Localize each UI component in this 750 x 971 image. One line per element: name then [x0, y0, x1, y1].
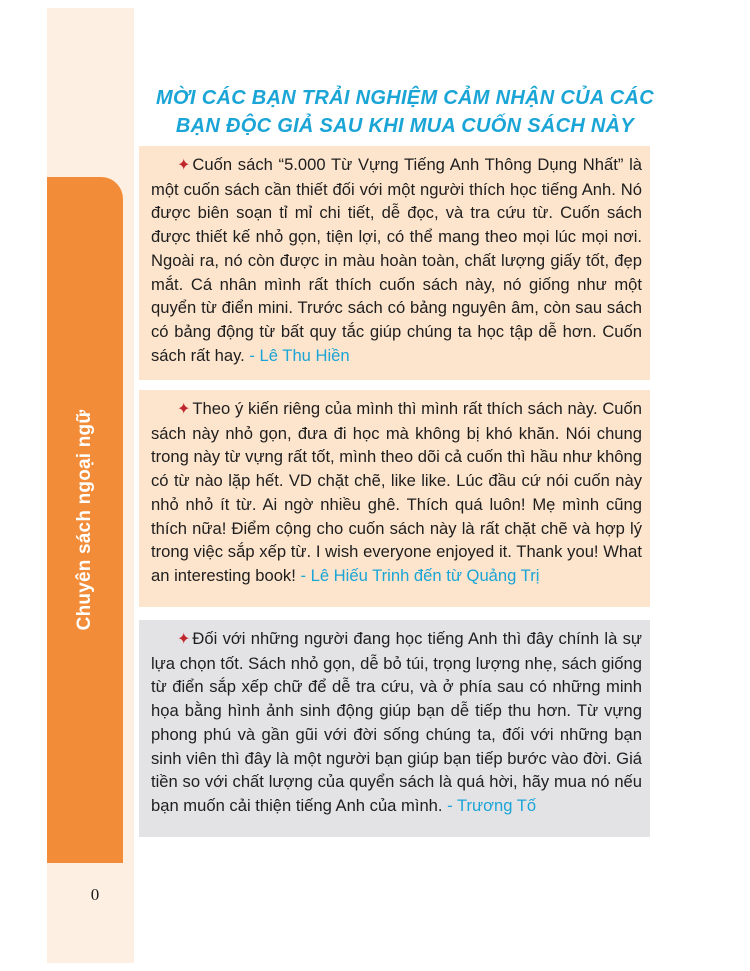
sparkle-star-icon: ✦	[177, 157, 191, 174]
title-line-1: MỜI CÁC BẠN TRẢI NGHIỆM CẢM NHẬN CỦA CÁC	[156, 87, 654, 109]
page-title	[150, 84, 660, 140]
review-author: - Lê Hiếu Trinh đến từ Quảng Trị	[300, 565, 540, 585]
review-box-2	[139, 390, 650, 607]
review-author: - Lê Thu Hiền	[249, 345, 350, 365]
side-tab	[47, 177, 123, 863]
review-text: Cuốn sách “5.000 Từ Vựng Tiếng Anh Thông Dụng Nhất” là một cuốn sách cần thiết đối với một người thích học tiếng Anh. Nó được biên soạn tỉ mỉ chi tiết, dễ đọc, và tra cứu từ. Cuốn sách được thiết kế nhỏ gọn, tiện lợi, có thể mang theo mọi lúc mọi nơi. Ngoài ra, nó còn được in màu hoàn toàn, chất lượng giấy tốt, đẹp mắt. Cá nhân mình rất thích cuốn sách này, nó giống như một quyển từ điển mini. Trước sách có bảng nguyên âm, còn sau sách có bảng động từ bất quy tắc giúp chúng ta học tập dễ hơn. Cuốn sách rất hay.	[151, 155, 642, 365]
review-author: - Trương Tố	[447, 795, 537, 815]
title-line-2: BẠN ĐỘC GIẢ SAU KHI MUA CUỐN SÁCH NÀY	[175, 115, 635, 137]
sparkle-star-icon: ✦	[177, 401, 191, 418]
side-tab-label: Chuyên sách ngoại ngữ	[74, 409, 95, 631]
review-text: Đối với những người đang học tiếng Anh thì đây chính là sự lựa chọn tốt. Sách nhỏ gọn, dễ bỏ túi, trọng lượng nhẹ, sách giống từ điển sắp xếp chữ để dễ tra cứu, và ở phía sau có những minh họa bằng hình ảnh sinh động giúp bạn dễ tiếp thu hơn. Từ vựng phong phú và gần gũi với đời sống chúng ta, đối với những bạn sinh viên thì đây là một người bạn giúp bạn tiếp bước vào đời. Giá tiền so với chất lượng của quyển sách là quá hời, hãy mua nó nếu bạn muốn cải thiện tiếng Anh của mình.	[151, 629, 642, 815]
page-number: 0	[90, 885, 100, 904]
review-box-3	[139, 620, 650, 837]
review-text: Theo ý kiến riêng của mình thì mình rất thích sách này. Cuốn sách này nhỏ gọn, đưa đi học mà không bị khó khăn. Nói chung trong này từ vựng rất tốt, mình theo dõi cả cuốn thì hầu như không có từ nào lặp hết. VD chặt chẽ, like like. Lúc đầu cứ nói cuốn này nhỏ nhỏ ít từ. Ai ngờ nhiều ghê. Thích quá luôn! Mẹ mình cũng thích nữa! Điểm cộng cho cuốn sách này là rất chặt chẽ và hợp lý trong việc sắp xếp từ. I wish everyone enjoyed it. Thank you! What an interesting book!	[151, 399, 642, 585]
sparkle-star-icon: ✦	[177, 631, 191, 648]
review-box-1	[139, 146, 650, 380]
